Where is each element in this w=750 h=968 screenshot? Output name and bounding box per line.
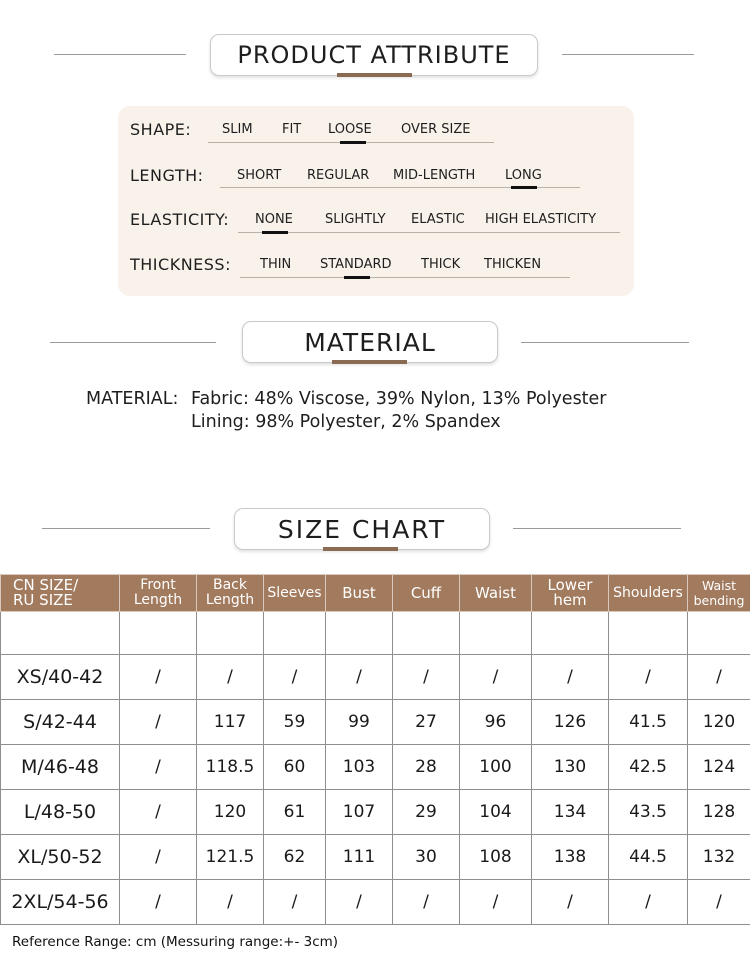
- measurement-cell: 130: [532, 745, 609, 790]
- measurement-cell: 59: [264, 700, 326, 745]
- attribute-option-selected: STANDARD: [320, 257, 392, 272]
- header-line: Cuff: [410, 583, 442, 602]
- table-row: [1, 745, 750, 790]
- attribute-option: THIN: [260, 257, 292, 272]
- measurement-cell: /: [120, 700, 197, 745]
- divider-right: [521, 342, 689, 343]
- attribute-option: THICKEN: [484, 257, 542, 272]
- table-row: [1, 612, 750, 655]
- divider-left: [42, 528, 210, 529]
- divider-left: [54, 54, 186, 55]
- column-header-back-length: [197, 575, 264, 612]
- table-row: [1, 835, 750, 880]
- header-line: Sleeves: [267, 584, 322, 601]
- measurement-cell: 124: [688, 745, 750, 790]
- measurement-cell: 120: [197, 790, 264, 835]
- column-header-sleeves: [264, 575, 326, 612]
- attribute-row-shape: [118, 120, 634, 150]
- size-cell: M/46-48: [1, 745, 120, 790]
- measurement-cell: /: [264, 655, 326, 700]
- measurement-cell: 30: [393, 835, 460, 880]
- header-line: CN SIZE/: [13, 576, 79, 594]
- header-line: Bust: [342, 583, 376, 602]
- size-cell: 2XL/54-56: [1, 880, 120, 925]
- attribute-option: REGULAR: [307, 168, 370, 183]
- measurement-cell: [326, 612, 393, 655]
- title-accent-bar: [332, 360, 407, 364]
- measurement-cell: 41.5: [609, 700, 688, 745]
- measurement-cell: 100: [460, 745, 532, 790]
- measurement-cell: 96: [460, 700, 532, 745]
- attribute-row-elasticity: [118, 210, 634, 240]
- measurement-cell: 138: [532, 835, 609, 880]
- selected-indicator: [511, 186, 537, 189]
- measurement-cell: /: [609, 880, 688, 925]
- attribute-label: SHAPE:: [130, 120, 192, 139]
- header-line: Lower: [547, 576, 593, 594]
- material-fabric: Fabric: 48% Viscose, 39% Nylon, 13% Polyester: [191, 389, 607, 409]
- measurement-cell: 107: [326, 790, 393, 835]
- measurement-cell: /: [120, 790, 197, 835]
- measurement-cell: /: [197, 655, 264, 700]
- attribute-row-thickness: [118, 255, 634, 285]
- measurement-cell: /: [460, 880, 532, 925]
- measurement-cell: /: [532, 655, 609, 700]
- measurement-cell: /: [393, 880, 460, 925]
- measurement-cell: /: [120, 880, 197, 925]
- attribute-option: ELASTIC: [411, 212, 465, 227]
- material-lining: Lining: 98% Polyester, 2% Spandex: [191, 412, 501, 432]
- column-header-waist: [460, 575, 532, 612]
- option-baseline: [238, 232, 620, 233]
- measurement-cell: [609, 612, 688, 655]
- measurement-cell: 120: [688, 700, 750, 745]
- measurement-cell: /: [532, 880, 609, 925]
- section-title-text: SIZE CHART: [277, 514, 447, 544]
- table-row: [1, 655, 750, 700]
- measurement-cell: [688, 612, 750, 655]
- size-chart-body: [1, 612, 750, 925]
- measurement-cell: 132: [688, 835, 750, 880]
- column-header-size: [1, 575, 120, 612]
- measurement-cell: /: [264, 880, 326, 925]
- selected-indicator: [344, 276, 370, 279]
- attribute-option: SLIGHTLY: [325, 212, 386, 227]
- column-header-cuff: [393, 575, 460, 612]
- measurement-cell: /: [326, 655, 393, 700]
- divider-right: [562, 54, 694, 55]
- measurement-cell: 43.5: [609, 790, 688, 835]
- column-header-front-length: [120, 575, 197, 612]
- attribute-label: LENGTH:: [130, 166, 204, 185]
- measurement-cell: 60: [264, 745, 326, 790]
- header-line: Length: [205, 592, 255, 608]
- material-label: MATERIAL:: [86, 389, 179, 409]
- measurement-cell: 111: [326, 835, 393, 880]
- header-line: Front: [140, 577, 176, 593]
- attribute-option: MID-LENGTH: [393, 168, 476, 183]
- attribute-option: SHORT: [237, 168, 282, 183]
- attribute-option: THICK: [421, 257, 461, 272]
- header-line: Shoulders: [613, 584, 683, 601]
- table-row: [1, 790, 750, 835]
- selected-indicator: [262, 231, 288, 234]
- measurement-cell: 121.5: [197, 835, 264, 880]
- measurement-cell: [197, 612, 264, 655]
- section-title-text: PRODUCT ATTRIBUTE: [237, 41, 511, 69]
- measurement-cell: /: [609, 655, 688, 700]
- measurement-cell: 42.5: [609, 745, 688, 790]
- header-line: hem: [553, 591, 587, 609]
- measurement-cell: [264, 612, 326, 655]
- measurement-cell: 104: [460, 790, 532, 835]
- section-title-text: MATERIAL: [304, 327, 436, 357]
- title-accent-bar: [323, 547, 398, 551]
- divider-left: [50, 342, 216, 343]
- attribute-label: THICKNESS:: [130, 255, 231, 274]
- attribute-row-length: [118, 166, 634, 196]
- table-header-row: [1, 575, 750, 612]
- measurement-cell: /: [120, 745, 197, 790]
- measurement-cell: 61: [264, 790, 326, 835]
- measurement-cell: 62: [264, 835, 326, 880]
- size-cell: [1, 612, 120, 655]
- measurement-cell: 27: [393, 700, 460, 745]
- measurement-cell: 134: [532, 790, 609, 835]
- column-header-bust: [326, 575, 393, 612]
- divider-right: [513, 528, 681, 529]
- measurement-cell: 128: [688, 790, 750, 835]
- header-line: Back: [213, 577, 247, 593]
- measurement-cell: /: [688, 880, 750, 925]
- size-cell: XL/50-52: [1, 835, 120, 880]
- attribute-option: SLIM: [222, 122, 253, 137]
- measurement-cell: [460, 612, 532, 655]
- measurement-cell: /: [393, 655, 460, 700]
- measurement-cell: [393, 612, 460, 655]
- section-title-material: [242, 321, 498, 363]
- header-line: bending: [693, 593, 745, 608]
- attribute-option-selected: NONE: [255, 212, 293, 227]
- measurement-cell: 118.5: [197, 745, 264, 790]
- measurement-cell: 117: [197, 700, 264, 745]
- measurement-cell: /: [197, 880, 264, 925]
- header-line: RU SIZE: [13, 591, 73, 609]
- attribute-option: FIT: [282, 122, 302, 137]
- measurement-cell: 108: [460, 835, 532, 880]
- measurement-cell: 103: [326, 745, 393, 790]
- attribute-panel: [118, 106, 634, 296]
- size-chart-table: [0, 574, 750, 925]
- header-line: Length: [133, 592, 183, 608]
- measurement-cell: 44.5: [609, 835, 688, 880]
- size-cell: XS/40-42: [1, 655, 120, 700]
- option-baseline: [240, 277, 570, 278]
- measurement-cell: /: [120, 655, 197, 700]
- column-header-waist-bending: [688, 575, 750, 612]
- measurement-cell: 28: [393, 745, 460, 790]
- attribute-option-selected: LONG: [505, 168, 542, 183]
- column-header-shoulders: [609, 575, 688, 612]
- title-accent-bar: [337, 73, 412, 77]
- measurement-cell: /: [688, 655, 750, 700]
- attribute-option: OVER SIZE: [401, 122, 471, 137]
- section-title-product-attribute: [210, 34, 538, 76]
- attribute-label: ELASTICITY:: [130, 210, 230, 229]
- measurement-cell: 99: [326, 700, 393, 745]
- measurement-cell: 126: [532, 700, 609, 745]
- table-row: [1, 880, 750, 925]
- measurement-cell: [532, 612, 609, 655]
- selected-indicator: [340, 141, 366, 144]
- measurement-cell: [120, 612, 197, 655]
- measurement-cell: /: [326, 880, 393, 925]
- size-cell: S/42-44: [1, 700, 120, 745]
- measurement-cell: /: [120, 835, 197, 880]
- column-header-lower-hem: [532, 575, 609, 612]
- measurement-cell: /: [460, 655, 532, 700]
- table-row: [1, 700, 750, 745]
- reference-note: Reference Range: cm (Messuring range:+- 3cm): [12, 934, 339, 950]
- attribute-option-selected: LOOSE: [328, 122, 372, 137]
- size-cell: L/48-50: [1, 790, 120, 835]
- section-title-size-chart: [234, 508, 490, 550]
- attribute-option: HIGH ELASTICITY: [485, 212, 597, 227]
- header-line: Waist: [701, 578, 737, 593]
- measurement-cell: 29: [393, 790, 460, 835]
- header-line: Waist: [475, 583, 516, 602]
